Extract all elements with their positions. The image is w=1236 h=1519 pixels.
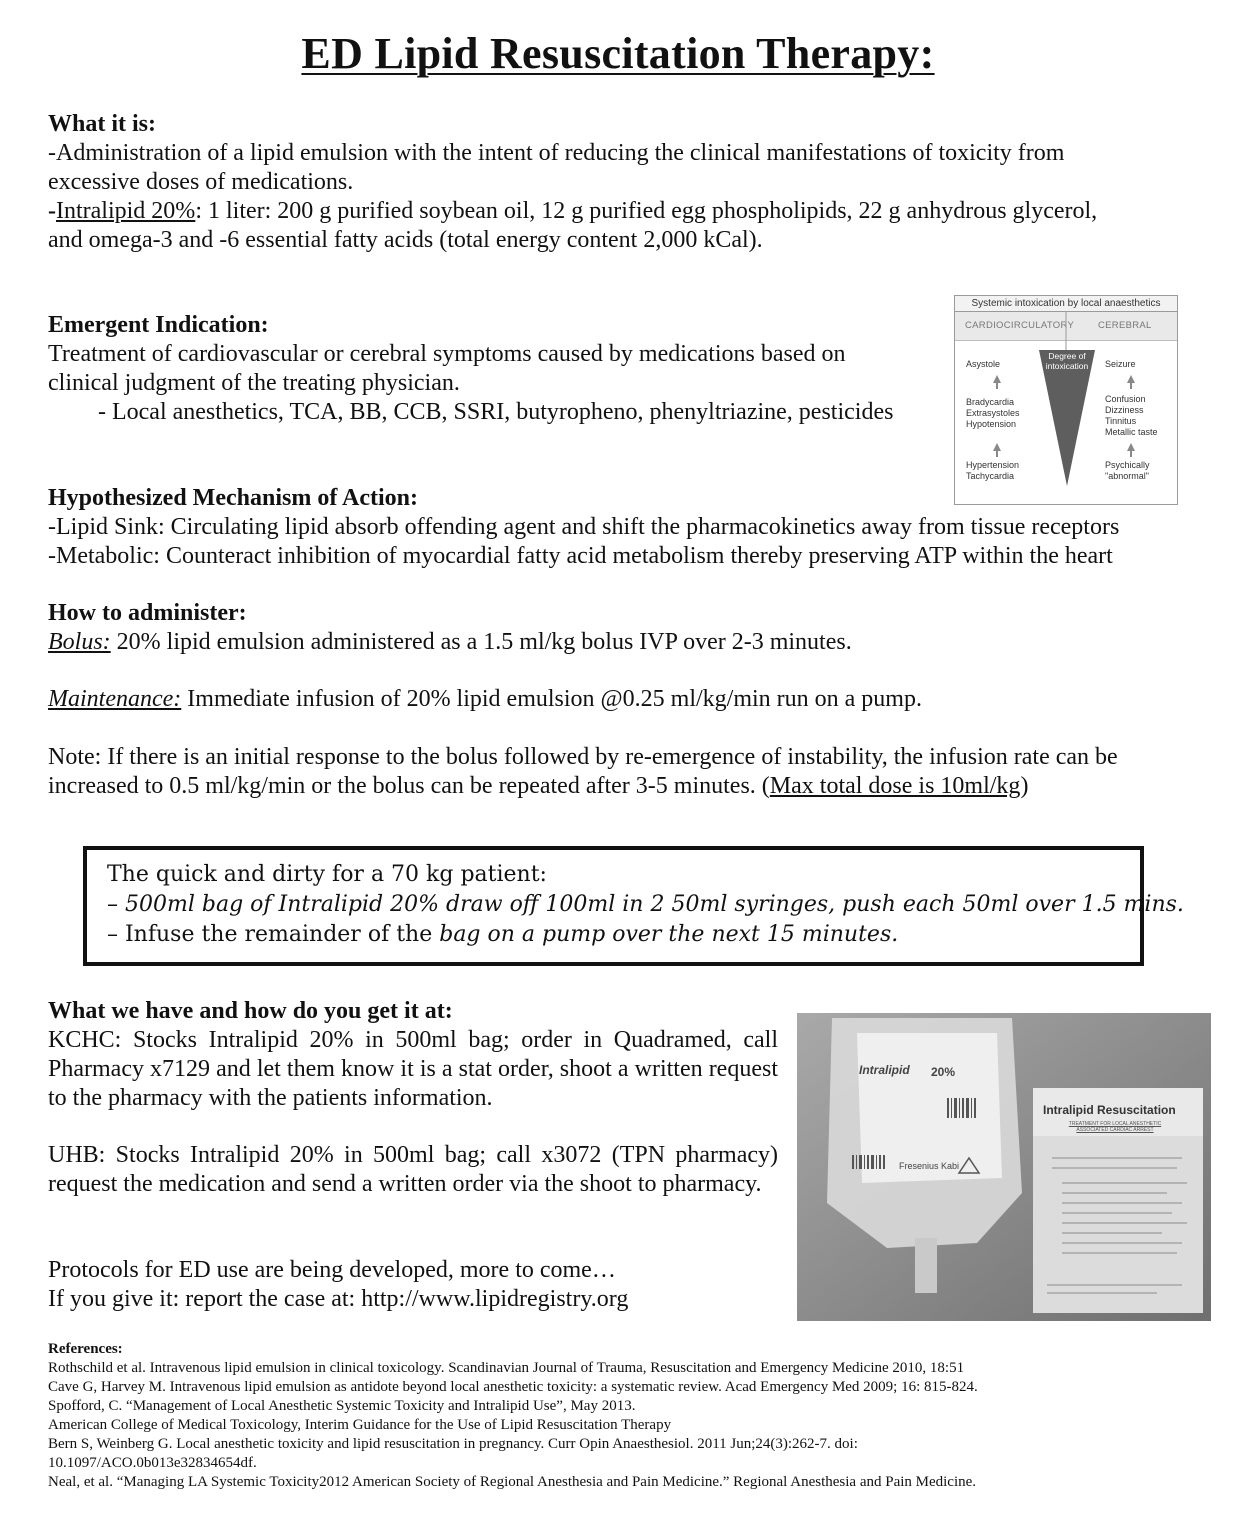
administer-heading: How to administer: [48,600,247,626]
maintenance-line [48,685,922,714]
figure-left-item: Bradycardia [966,397,1015,407]
bolus-text: 20% lipid emulsion administered as a 1.5 ml/kg bolus IVP over 2-3 minutes. [110,629,852,655]
note-line-1: Note: If there is an initial response to the bolus followed by re-emergence of instability, the infusion rate can be [48,744,1118,770]
quick-box-line-1: The quick and dirty for a 70 kg patient: [107,862,547,887]
mechanism-heading: Hypothesized Mechanism of Action: [48,485,418,511]
figure-right-item: Metallic taste [1105,427,1158,437]
intralipid-composition: : 1 liter: 200 g purified soybean oil, 12 g purified egg phospholipids, 22 g anhydrous glycerol, [195,198,1098,224]
quick-box-line-3-start: – Infuse the remainder of the [107,922,440,947]
references-heading: References: [48,1341,123,1357]
reference-item: Neal, et al. “Managing LA Systemic Toxicity2012 American Society of Regional Anesthesia and Pain Medicine.” Regional Anesthesia and Pain Medicine. [48,1474,977,1490]
what-it-is-line-2: excessive doses of medications. [48,169,354,195]
up-arrow-icon [993,375,1001,383]
reference-item: American College of Medical Toxicology, Interim Guidance for the Use of Lipid Resuscitation Therapy [48,1417,672,1433]
figure-right-item: Seizure [1105,359,1136,369]
intralipid-photo [797,1013,1211,1321]
page-title: ED Lipid Resuscitation Therapy: [301,29,935,78]
quick-box-line-2: – 500ml bag of Intralipid 20% draw off 100ml in 2 50ml syringes, push each 50ml over 1.5 mins. [107,892,1184,917]
reference-item: Spofford, C. “Management of Local Anesthetic Systemic Toxicity and Intralipid Use”, May 2013. [48,1398,636,1414]
figure-right-item: Tinnitus [1105,416,1137,426]
reference-item: Rothschild et al. Intravenous lipid emulsion in clinical toxicology. Scandinavian Journal of Trauma, Resuscitation and Emergency Medicine 2010, 18:51 [48,1360,965,1376]
figure-left-item: Tachycardia [966,471,1015,481]
emergent-line-2: clinical judgment of the treating physician. [48,370,460,396]
quick-box-line-3 [107,920,898,950]
emergent-heading: Emergent Indication: [48,312,269,338]
references-list [48,1359,978,1492]
up-arrow-icon [1127,443,1135,451]
quick-dosing-box [83,846,1184,966]
note-line-2 [48,772,1028,801]
mechanism-line-2: -Metabolic: Counteract inhibition of myocardial fatty acid metabolism thereby preserving ATP within the heart [48,543,1113,569]
bolus-line [48,628,852,657]
figure-col-left: CARDIOCIRCULATORY [965,320,1075,331]
emergent-line-1: Treatment of cardiovascular or cerebral symptoms caused by medications based on [48,341,846,367]
figure-left-item: Extrasystoles [966,408,1020,418]
what-it-is-line-1: -Administration of a lipid emulsion with the intent of reducing the clinical manifestations of toxicity from [48,140,1065,166]
emergent-line-3: - Local anesthetics, TCA, BB, CCB, SSRI, butyropheno, phenyltriazine, pesticides [98,399,894,425]
note-text: increased to 0.5 ml/kg/min or the bolus can be repeated after 3-5 minutes. ( [48,773,770,799]
figure-left-item: Hypertension [966,460,1020,470]
reference-item: Cave G, Harvey M. Intravenous lipid emulsion as antidote beyond local anesthetic toxicity: a systematic review. Acad Emergency Med 2009; 16: 815-824. [48,1379,978,1395]
maintenance-label: Maintenance: [48,686,182,712]
photo-background [797,1013,1211,1321]
reference-item: Bern S, Weinberg G. Local anesthetic toxicity and lipid resuscitation in pregnancy. Curr Opin Anaesthesiol. 2011 Jun;24(3):262-7. doi: [48,1436,858,1452]
maintenance-text: Immediate infusion of 20% lipid emulsion @0.25 ml/kg/min run on a pump. [181,686,922,712]
what-it-is-line-4: and omega-3 and -6 essential fatty acids (total energy content 2,000 kCal). [48,227,763,253]
intralipid-link: Intralipid 20% [56,198,196,224]
figure-center-label: Degree of intoxication [1045,351,1089,371]
figure-right-item: Psychically [1105,460,1150,470]
card-subtitle: TREATMENT FOR LOCAL ANESTHETIC ASSOCIATED CARDIAC ARREST [1068,1121,1162,1133]
figure-col-right: CEREBRAL [1098,320,1152,331]
up-arrow-icon [993,443,1001,451]
figure-right-item: "abnormal" [1105,471,1149,481]
mechanism-line-1: -Lipid Sink: Circulating lipid absorb offending agent and shift the pharmacokinetics away from tissue receptors [48,514,1120,540]
up-arrow-icon [1127,375,1135,383]
bag-maker: Fresenius Kabi [899,1161,960,1171]
uhb-paragraph: UHB: Stocks Intralipid 20% in 500ml bag; call x3072 (TPN pharmacy) request the medication and send a written order via the shoot to pharmacy. [48,1142,778,1197]
max-dose-link: Max total dose is 10ml/kg [769,773,1021,799]
availability-heading: What we have and how do you get it at: [48,998,453,1024]
figure-title: Systemic intoxication by local anaesthetics [955,296,1177,312]
what-it-is-heading: What it is: [48,111,156,137]
figure-right-item: Confusion [1105,394,1146,404]
note-close-paren: ) [1020,773,1029,799]
card-title: Intralipid Resuscitation [1043,1103,1176,1117]
reference-item: 10.1097/ACO.0b013e32834654df. [48,1455,257,1471]
kchc-paragraph: KCHC: Stocks Intralipid 20% in 500ml bag; order in Quadramed, call Pharmacy x7129 and let them know it is a stat order, shoot a written request to the pharmacy with the patients information. [48,1027,778,1111]
bag-strength: 20% [931,1065,956,1079]
what-it-is-line-3 [48,197,1097,226]
dash: - [48,198,56,224]
report-line: If you give it: report the case at: http://www.lipidregistry.org [48,1286,629,1312]
intoxication-figure [954,295,1178,505]
protocols-line: Protocols for ED use are being developed, more to come… [48,1257,616,1283]
figure-left-item: Hypotension [966,419,1017,429]
bag-brand: Intralipid [859,1063,910,1077]
bolus-label: Bolus: [48,629,111,655]
quick-box-line-3-end: bag on a pump over the next 15 minutes. [439,922,899,947]
figure-left-item: Asystole [966,359,1001,369]
figure-right-item: Dizziness [1105,405,1144,415]
